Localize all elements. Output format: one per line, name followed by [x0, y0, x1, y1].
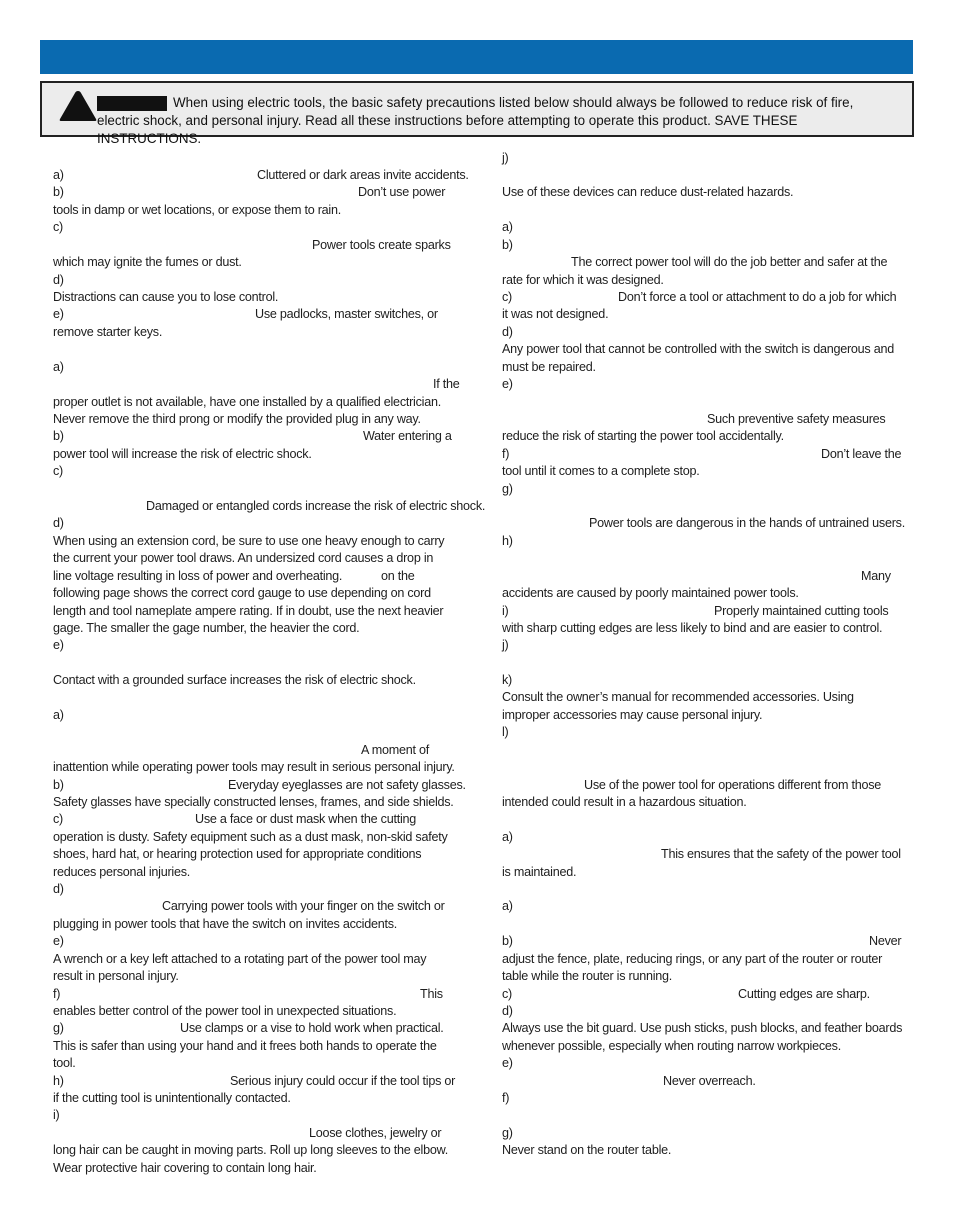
text-line: tools in damp or wet locations, or expose them to rain. — [53, 203, 341, 217]
text-line: Properly maintained cutting tools — [714, 604, 889, 618]
text-line: Never overreach. — [663, 1074, 756, 1088]
text-line: Such preventive safety measures — [707, 412, 886, 426]
text-line: Power tools create sparks — [312, 238, 451, 252]
text-line: Cutting edges are sharp. — [738, 987, 870, 1001]
text-line: it was not designed. — [502, 307, 609, 321]
text-line: Damaged or entangled cords increase the risk of electric shock. — [146, 499, 486, 513]
warning-triangle-icon — [58, 89, 98, 123]
text-line: This ensures that the safety of the power tool — [661, 847, 901, 861]
text-line: i) — [53, 1108, 60, 1122]
text-line: Water entering a — [363, 429, 452, 443]
text-line: c) — [53, 464, 63, 478]
text-line: h) — [53, 1074, 64, 1088]
text-line: Loose clothes, jewelry or — [309, 1126, 442, 1140]
text-line: l) — [502, 725, 509, 739]
text-line: e) — [53, 307, 64, 321]
text-line: Wear protective hair covering to contain long hair. — [53, 1161, 317, 1175]
text-line: reduce the risk of starting the power tool accidentally. — [502, 429, 784, 443]
text-line: Never — [869, 934, 902, 948]
text-line: d) — [53, 882, 64, 896]
text-line: Never remove the third prong or modify the provided plug in any way. — [53, 412, 421, 426]
text-line: Many — [861, 569, 891, 583]
text-line: Use of these devices can reduce dust-related hazards. — [502, 185, 794, 199]
text-line: with sharp cutting edges are less likely to bind and are easier to control. — [502, 621, 883, 635]
text-line: e) — [502, 377, 513, 391]
text-line: Don’t leave the — [821, 447, 902, 461]
text-line: result in personal injury. — [53, 969, 179, 983]
text-line: Everyday eyeglasses are not safety glasses. — [228, 778, 466, 792]
text-line: Consult the owner’s manual for recommended accessories. Using — [502, 690, 854, 704]
text-line: e) — [53, 934, 64, 948]
text-line: d) — [502, 1004, 513, 1018]
text-line: a) — [53, 708, 64, 722]
text-line: on the — [381, 569, 415, 583]
text-line: a) — [502, 830, 513, 844]
text-line: h) — [502, 534, 513, 548]
text-line: b) — [502, 238, 513, 252]
text-line: Carrying power tools with your finger on the switch or — [162, 899, 445, 913]
text-line: operation is dusty. Safety equipment such as a dust mask, non-skid safety — [53, 830, 448, 844]
text-line: following page shows the correct cord gauge to use depending on cord — [53, 586, 431, 600]
text-line: adjust the fence, plate, reducing rings, or any part of the router or router — [502, 952, 883, 966]
header-bar — [40, 40, 913, 74]
text-line: a) — [53, 168, 64, 182]
text-line: c) — [502, 290, 512, 304]
text-line: Safety glasses have specially constructed lenses, frames, and side shields. — [53, 795, 454, 809]
text-line: e) — [53, 638, 64, 652]
text-line: gage. The smaller the gage number, the heavier the cord. — [53, 621, 360, 635]
text-line: A wrench or a key left attached to a rotating part of the power tool may — [53, 952, 427, 966]
text-line: c) — [502, 987, 512, 1001]
text-line: inattention while operating power tools may result in serious personal injury. — [53, 760, 455, 774]
text-line: Use clamps or a vise to hold work when practical. — [180, 1021, 444, 1035]
text-line: This is safer than using your hand and it frees both hands to operate the — [53, 1039, 437, 1053]
text-line: Don’t use power — [358, 185, 446, 199]
warning-text: When using electric tools, the basic safety precautions listed below should always be followed to reduce risk of fire, electric shock, and personal injury. Read all these instructions before attempting to operate this product. SAVE THESE INSTRUCTIONS. — [97, 95, 854, 146]
text-line: improper accessories may cause personal injury. — [502, 708, 763, 722]
text-line: remove starter keys. — [53, 325, 163, 339]
text-line: Use of the power tool for operations different from those — [584, 778, 882, 792]
text-line: length and tool nameplate ampere rating. If in doubt, use the next heavier — [53, 604, 444, 618]
text-line: Always use the bit guard. Use push sticks, push blocks, and feather boards — [502, 1021, 903, 1035]
text-line: if the cutting tool is unintentionally contacted. — [53, 1091, 291, 1105]
text-line: long hair can be caught in moving parts. Roll up long sleeves to the elbow. — [53, 1143, 448, 1157]
text-line: Any power tool that cannot be controlled with the switch is dangerous and — [502, 342, 894, 356]
text-line: Contact with a grounded surface increases the risk of electric shock. — [53, 673, 416, 687]
text-line: accidents are caused by poorly maintained power tools. — [502, 586, 799, 600]
text-line: shoes, hard hat, or hearing protection used for appropriate conditions — [53, 847, 422, 861]
text-line: f) — [502, 447, 510, 461]
text-line: b) — [502, 934, 513, 948]
text-line: the current your power tool draws. An undersized cord causes a drop in — [53, 551, 434, 565]
text-line: reduces personal injuries. — [53, 865, 191, 879]
text-line: f) — [53, 987, 61, 1001]
text-line: Use a face or dust mask when the cutting — [195, 812, 417, 826]
text-line: table while the router is running. — [502, 969, 673, 983]
text-line: Use padlocks, master switches, or — [255, 307, 438, 321]
text-line: This — [420, 987, 443, 1001]
text-line: If the — [433, 377, 460, 391]
text-line: rate for which it was designed. — [502, 273, 664, 287]
text-line: A moment of — [361, 743, 429, 757]
text-line: Don’t force a tool or attachment to do a job for which — [618, 290, 897, 304]
text-line: tool until it comes to a complete stop. — [502, 464, 700, 478]
text-line: b) — [53, 185, 64, 199]
text-line: d) — [53, 273, 64, 287]
text-line: j) — [502, 151, 509, 165]
text-line: power tool will increase the risk of electric shock. — [53, 447, 312, 461]
text-line: intended could result in a hazardous situation. — [502, 795, 747, 809]
text-line: c) — [53, 220, 63, 234]
text-line: a) — [502, 899, 513, 913]
text-line: Power tools are dangerous in the hands of untrained users. — [589, 516, 905, 530]
text-line: a) — [502, 220, 513, 234]
text-line: line voltage resulting in loss of power and overheating. — [53, 569, 343, 583]
text-line: tool. — [53, 1056, 76, 1070]
text-line: a) — [53, 360, 64, 374]
text-line: k) — [502, 673, 512, 687]
text-line: Distractions can cause you to lose control. — [53, 290, 279, 304]
text-line: Serious injury could occur if the tool tips or — [230, 1074, 456, 1088]
text-line: i) — [502, 604, 509, 618]
text-line: Cluttered or dark areas invite accidents. — [257, 168, 469, 182]
text-line: c) — [53, 812, 63, 826]
text-line: g) — [53, 1021, 64, 1035]
warning-box — [40, 81, 914, 146]
text-line: d) — [53, 516, 64, 530]
text-line: e) — [502, 1056, 513, 1070]
text-line: proper outlet is not available, have one installed by a qualified electrician. — [53, 395, 441, 409]
text-line: b) — [53, 429, 64, 443]
text-line: enables better control of the power tool in unexpected situations. — [53, 1004, 397, 1018]
text-line: b) — [53, 778, 64, 792]
text-line: Never stand on the router table. — [502, 1143, 672, 1157]
text-line: g) — [502, 482, 513, 496]
text-line: When using an extension cord, be sure to use one heavy enough to carry — [53, 534, 445, 548]
text-line: The correct power tool will do the job better and safer at the — [571, 255, 888, 269]
text-line: plugging in power tools that have the switch on invites accidents. — [53, 917, 398, 931]
text-line: whenever possible, especially when routing narrow workpieces. — [502, 1039, 841, 1053]
text-line: g) — [502, 1126, 513, 1140]
text-line: f) — [502, 1091, 510, 1105]
text-line: which may ignite the fumes or dust. — [53, 255, 242, 269]
text-line: must be repaired. — [502, 360, 596, 374]
text-line: is maintained. — [502, 865, 577, 879]
text-line: j) — [502, 638, 509, 652]
text-line: d) — [502, 325, 513, 339]
